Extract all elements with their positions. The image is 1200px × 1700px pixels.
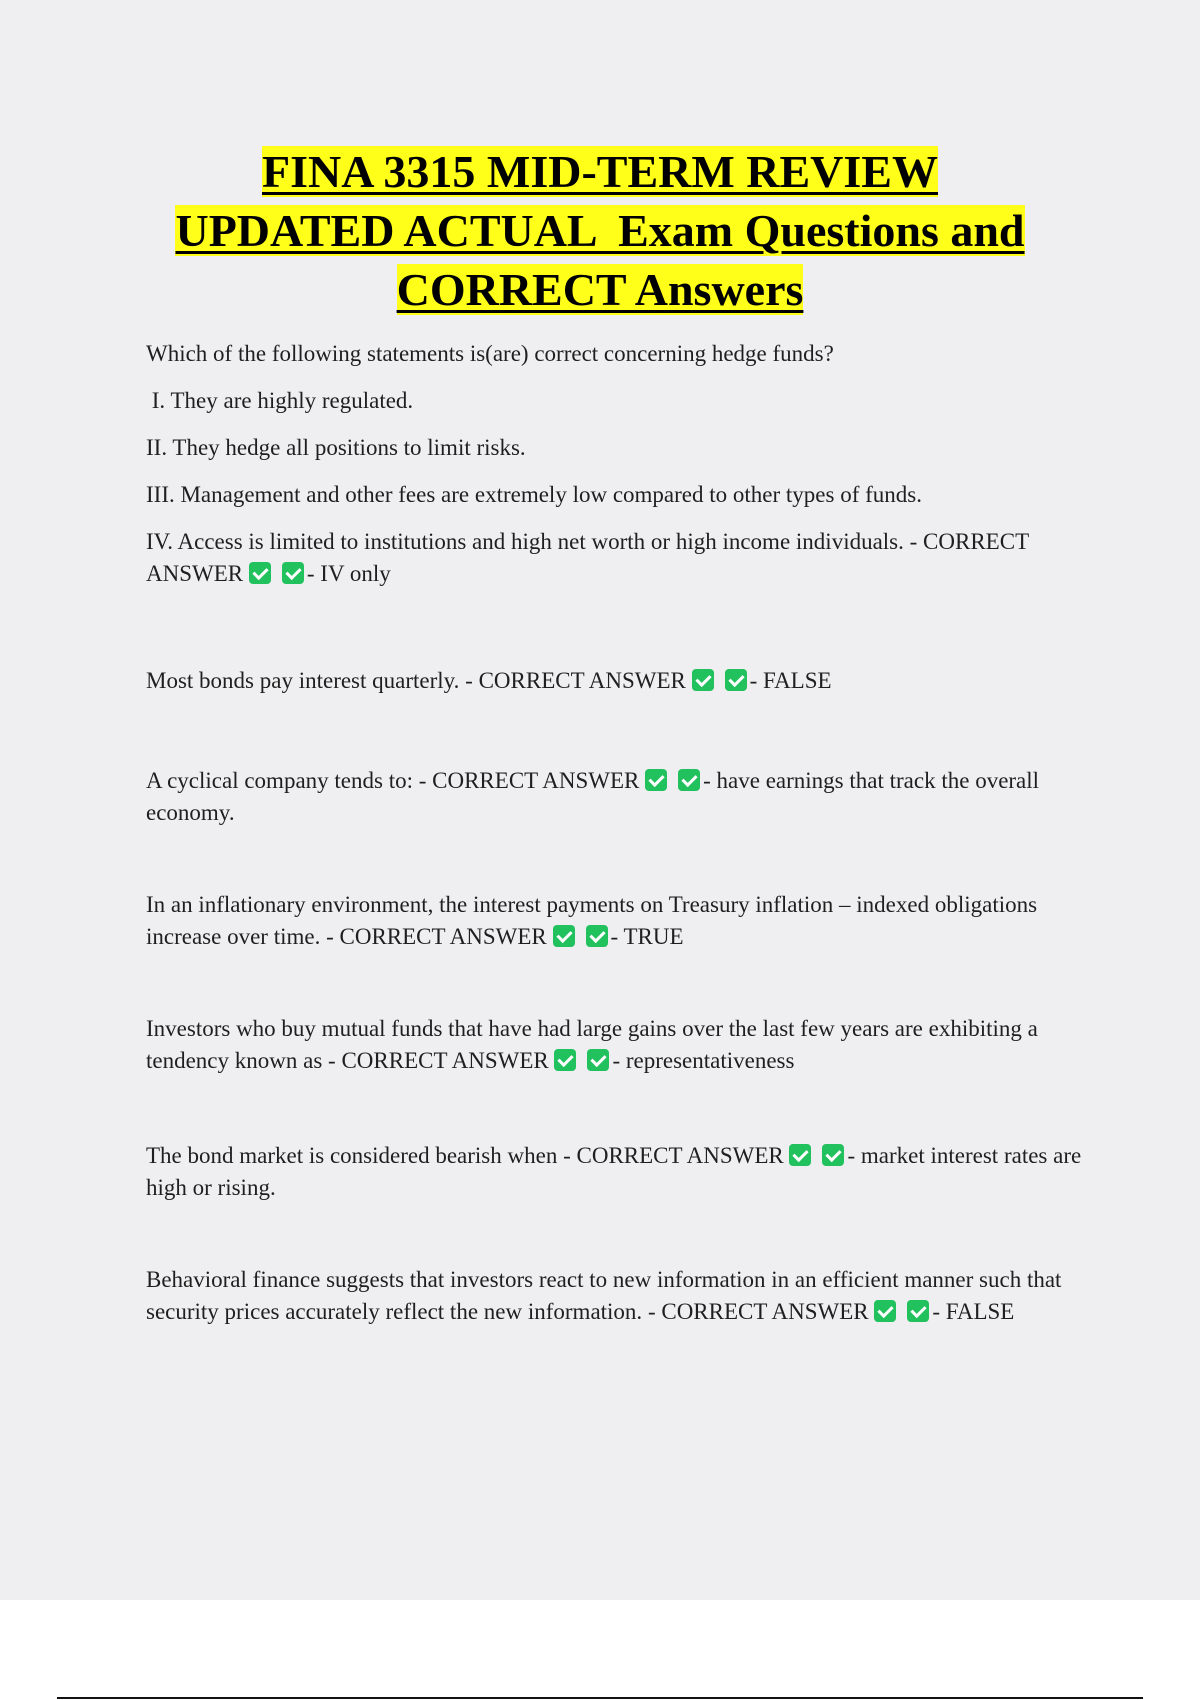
question-list bbox=[146, 338, 1096, 1391]
answer-5: - representativeness bbox=[612, 1048, 795, 1073]
question-5 bbox=[146, 1013, 1096, 1077]
question-1-item-2: II. They hedge all positions to limit risks. bbox=[146, 435, 526, 460]
checkmark-icon bbox=[282, 562, 304, 584]
question-1-item-4 bbox=[146, 526, 1096, 590]
question-1-item-1: I. They are highly regulated. bbox=[146, 388, 414, 413]
answer-2: - FALSE bbox=[749, 668, 832, 693]
checkmark-icon bbox=[789, 1144, 811, 1166]
question-4-text: In an inflationary environment, the interest payments on Treasury inflation – indexed obligations increase over time. bbox=[146, 892, 1038, 949]
checkmark-icon bbox=[678, 769, 700, 791]
footer-divider bbox=[57, 1697, 1143, 1699]
question-4 bbox=[146, 889, 1096, 953]
checkmark-icon bbox=[645, 769, 667, 791]
answer-7: - FALSE bbox=[932, 1299, 1015, 1324]
answer-tag-7: - CORRECT ANSWER bbox=[647, 1299, 869, 1324]
title-line-1: FINA 3315 MID-TERM REVIEW bbox=[262, 146, 938, 197]
document-title bbox=[100, 142, 1100, 319]
checkmark-icon bbox=[692, 669, 714, 691]
answer-3: - have earnings that track the overall economy. bbox=[146, 768, 1040, 825]
question-3 bbox=[146, 765, 1096, 829]
question-1-stem: Which of the following statements is(are) correct concerning hedge funds? bbox=[146, 341, 834, 366]
answer-6: - market interest rates are high or rising. bbox=[146, 1143, 1082, 1200]
question-6-text: The bond market is considered bearish when bbox=[146, 1143, 558, 1168]
question-6 bbox=[146, 1140, 1096, 1204]
checkmark-icon bbox=[725, 669, 747, 691]
checkmark-icon bbox=[249, 562, 271, 584]
checkmark-icon bbox=[553, 925, 575, 947]
checkmark-icon bbox=[587, 1049, 609, 1071]
answer-tag-2: - CORRECT ANSWER bbox=[465, 668, 686, 693]
answer-tag-5: - CORRECT ANSWER bbox=[328, 1048, 549, 1073]
question-7 bbox=[146, 1264, 1096, 1328]
question-1-item-3: III. Management and other fees are extremely low compared to other types of funds. bbox=[146, 482, 922, 507]
answer-tag-3: - CORRECT ANSWER bbox=[418, 768, 640, 793]
question-2 bbox=[146, 665, 1096, 697]
checkmark-icon bbox=[554, 1049, 576, 1071]
question-1 bbox=[146, 338, 1096, 590]
answer-tag-6: - CORRECT ANSWER bbox=[563, 1143, 784, 1168]
answer-tag-1-cont: ANSWER bbox=[146, 561, 244, 586]
checkmark-icon bbox=[874, 1300, 896, 1322]
question-1-item-4-text: IV. Access is limited to institutions and high net worth or high income individuals. bbox=[146, 529, 904, 554]
title-line-3: CORRECT Answers bbox=[396, 264, 804, 315]
question-7-text: Behavioral finance suggests that investors react to new information in an efficient manner such that security prices accurately reflect the new information. bbox=[146, 1267, 1062, 1324]
question-3-text: A cyclical company tends to: bbox=[146, 768, 413, 793]
answer-1: - IV only bbox=[306, 561, 391, 586]
question-5-text: Investors who buy mutual funds that have had large gains over the last few years are exhibiting a tendency known as bbox=[146, 1016, 1038, 1073]
checkmark-icon bbox=[907, 1300, 929, 1322]
title-line-2: UPDATED ACTUAL Exam Questions and bbox=[175, 205, 1025, 256]
checkmark-icon bbox=[822, 1144, 844, 1166]
answer-tag-1: - CORRECT bbox=[909, 529, 1030, 554]
checkmark-icon bbox=[586, 925, 608, 947]
answer-4: - TRUE bbox=[610, 924, 684, 949]
question-2-text: Most bonds pay interest quarterly. bbox=[146, 668, 460, 693]
answer-tag-4: - CORRECT ANSWER bbox=[326, 924, 547, 949]
